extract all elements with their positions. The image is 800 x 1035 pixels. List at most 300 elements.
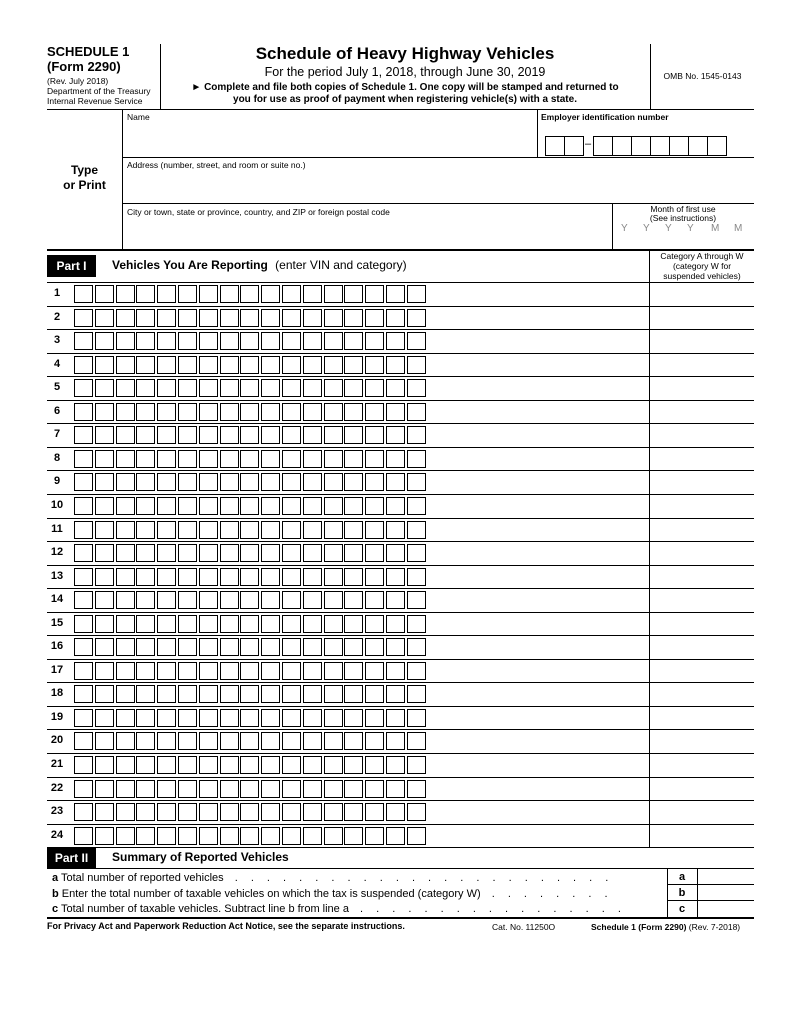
taxable-vehicles-input[interactable] <box>699 902 756 917</box>
ein-digit-box[interactable] <box>631 136 651 156</box>
vin-char-box[interactable] <box>344 827 363 845</box>
vin-char-box[interactable] <box>407 780 426 798</box>
vin-char-box[interactable] <box>282 403 301 421</box>
vin-char-box[interactable] <box>178 756 197 774</box>
category-field[interactable] <box>652 662 754 681</box>
vin-char-box[interactable] <box>116 544 135 562</box>
vin-char-box[interactable] <box>240 568 259 586</box>
vin-char-box[interactable] <box>282 544 301 562</box>
vin-char-box[interactable] <box>136 780 155 798</box>
vin-char-box[interactable] <box>386 497 405 515</box>
vin-char-box[interactable] <box>116 827 135 845</box>
vin-char-box[interactable] <box>240 309 259 327</box>
vin-char-box[interactable] <box>240 473 259 491</box>
vin-char-box[interactable] <box>157 450 176 468</box>
vin-char-box[interactable] <box>303 544 322 562</box>
vin-char-box[interactable] <box>407 332 426 350</box>
vin-char-box[interactable] <box>116 332 135 350</box>
ein-digit-box[interactable] <box>593 136 613 156</box>
vin-char-box[interactable] <box>324 780 343 798</box>
vin-char-box[interactable] <box>74 426 93 444</box>
vin-char-box[interactable] <box>199 591 218 609</box>
vin-char-box[interactable] <box>240 403 259 421</box>
vin-char-box[interactable] <box>282 662 301 680</box>
vin-char-box[interactable] <box>95 709 114 727</box>
vin-char-box[interactable] <box>240 780 259 798</box>
vin-char-box[interactable] <box>261 356 280 374</box>
vin-char-box[interactable] <box>157 285 176 303</box>
vin-char-box[interactable] <box>324 497 343 515</box>
vin-char-box[interactable] <box>407 473 426 491</box>
total-reported-vehicles-input[interactable] <box>699 870 756 885</box>
vin-char-box[interactable] <box>261 615 280 633</box>
vin-char-box[interactable] <box>220 521 239 539</box>
vin-char-box[interactable] <box>344 332 363 350</box>
vin-char-box[interactable] <box>365 426 384 444</box>
category-field[interactable] <box>652 780 754 799</box>
vin-char-box[interactable] <box>303 285 322 303</box>
vin-char-box[interactable] <box>95 732 114 750</box>
vin-char-box[interactable] <box>365 638 384 656</box>
vin-char-box[interactable] <box>303 521 322 539</box>
vin-char-box[interactable] <box>199 732 218 750</box>
vin-char-box[interactable] <box>220 403 239 421</box>
vin-char-box[interactable] <box>261 662 280 680</box>
vin-char-box[interactable] <box>344 426 363 444</box>
ein-digit-box[interactable] <box>612 136 632 156</box>
suspended-vehicles-input[interactable] <box>699 886 756 901</box>
vin-char-box[interactable] <box>261 450 280 468</box>
vin-char-box[interactable] <box>261 709 280 727</box>
vin-char-box[interactable] <box>407 285 426 303</box>
category-field[interactable] <box>652 732 754 751</box>
vin-char-box[interactable] <box>199 803 218 821</box>
vin-char-box[interactable] <box>178 332 197 350</box>
vin-char-box[interactable] <box>95 544 114 562</box>
vin-char-box[interactable] <box>386 756 405 774</box>
vin-char-box[interactable] <box>324 426 343 444</box>
vin-char-box[interactable] <box>386 732 405 750</box>
vin-char-box[interactable] <box>74 497 93 515</box>
vin-char-box[interactable] <box>282 591 301 609</box>
vin-char-box[interactable] <box>74 473 93 491</box>
category-field[interactable] <box>652 403 754 422</box>
vin-char-box[interactable] <box>324 709 343 727</box>
vin-char-box[interactable] <box>136 568 155 586</box>
vin-char-box[interactable] <box>407 732 426 750</box>
category-field[interactable] <box>652 685 754 704</box>
vin-char-box[interactable] <box>344 356 363 374</box>
vin-char-box[interactable] <box>74 709 93 727</box>
vin-char-box[interactable] <box>303 473 322 491</box>
vin-char-box[interactable] <box>303 591 322 609</box>
vin-char-box[interactable] <box>199 544 218 562</box>
vin-char-box[interactable] <box>157 732 176 750</box>
category-field[interactable] <box>652 356 754 375</box>
vin-char-box[interactable] <box>324 827 343 845</box>
vin-char-box[interactable] <box>178 638 197 656</box>
vin-char-box[interactable] <box>178 591 197 609</box>
vin-char-box[interactable] <box>365 615 384 633</box>
vin-char-box[interactable] <box>74 756 93 774</box>
vin-char-box[interactable] <box>303 403 322 421</box>
category-field[interactable] <box>652 638 754 657</box>
vin-char-box[interactable] <box>365 591 384 609</box>
vin-char-box[interactable] <box>178 568 197 586</box>
vin-char-box[interactable] <box>386 709 405 727</box>
vin-char-box[interactable] <box>136 615 155 633</box>
vin-char-box[interactable] <box>344 591 363 609</box>
vin-char-box[interactable] <box>220 544 239 562</box>
ein-digit-box[interactable] <box>707 136 727 156</box>
vin-char-box[interactable] <box>240 709 259 727</box>
vin-char-box[interactable] <box>116 732 135 750</box>
vin-char-box[interactable] <box>386 521 405 539</box>
vin-char-box[interactable] <box>261 803 280 821</box>
vin-char-box[interactable] <box>199 473 218 491</box>
vin-char-box[interactable] <box>74 544 93 562</box>
vin-char-box[interactable] <box>365 803 384 821</box>
vin-char-box[interactable] <box>199 309 218 327</box>
vin-char-box[interactable] <box>365 450 384 468</box>
address-field[interactable] <box>124 172 753 202</box>
vin-char-box[interactable] <box>136 309 155 327</box>
vin-char-box[interactable] <box>324 662 343 680</box>
vin-char-box[interactable] <box>220 568 239 586</box>
vin-char-box[interactable] <box>407 568 426 586</box>
vin-char-box[interactable] <box>178 309 197 327</box>
vin-char-box[interactable] <box>220 638 239 656</box>
ein-digit-box[interactable] <box>669 136 689 156</box>
vin-char-box[interactable] <box>282 332 301 350</box>
vin-char-box[interactable] <box>157 332 176 350</box>
vin-char-box[interactable] <box>74 591 93 609</box>
vin-char-box[interactable] <box>157 803 176 821</box>
vin-char-box[interactable] <box>324 473 343 491</box>
vin-char-box[interactable] <box>95 473 114 491</box>
vin-char-box[interactable] <box>407 803 426 821</box>
vin-char-box[interactable] <box>365 756 384 774</box>
vin-char-box[interactable] <box>74 521 93 539</box>
vin-char-box[interactable] <box>220 450 239 468</box>
vin-char-box[interactable] <box>95 450 114 468</box>
vin-char-box[interactable] <box>199 662 218 680</box>
category-field[interactable] <box>652 309 754 328</box>
vin-char-box[interactable] <box>303 685 322 703</box>
vin-char-box[interactable] <box>344 403 363 421</box>
vin-char-box[interactable] <box>365 497 384 515</box>
category-field[interactable] <box>652 568 754 587</box>
vin-char-box[interactable] <box>407 544 426 562</box>
category-field[interactable] <box>652 285 754 304</box>
vin-char-box[interactable] <box>220 756 239 774</box>
vin-char-box[interactable] <box>136 497 155 515</box>
vin-char-box[interactable] <box>74 803 93 821</box>
vin-char-box[interactable] <box>365 356 384 374</box>
vin-char-box[interactable] <box>261 685 280 703</box>
vin-char-box[interactable] <box>344 732 363 750</box>
vin-char-box[interactable] <box>344 473 363 491</box>
vin-char-box[interactable] <box>261 591 280 609</box>
vin-char-box[interactable] <box>386 356 405 374</box>
vin-char-box[interactable] <box>365 332 384 350</box>
vin-char-box[interactable] <box>157 309 176 327</box>
vin-char-box[interactable] <box>282 615 301 633</box>
vin-char-box[interactable] <box>303 756 322 774</box>
vin-char-box[interactable] <box>199 521 218 539</box>
vin-char-box[interactable] <box>157 521 176 539</box>
vin-char-box[interactable] <box>74 827 93 845</box>
vin-char-box[interactable] <box>407 403 426 421</box>
vin-char-box[interactable] <box>116 780 135 798</box>
category-field[interactable] <box>652 521 754 540</box>
vin-char-box[interactable] <box>74 450 93 468</box>
vin-char-box[interactable] <box>282 497 301 515</box>
vin-char-box[interactable] <box>136 450 155 468</box>
vin-char-box[interactable] <box>199 827 218 845</box>
vin-char-box[interactable] <box>199 379 218 397</box>
vin-char-box[interactable] <box>95 521 114 539</box>
vin-char-box[interactable] <box>386 544 405 562</box>
vin-char-box[interactable] <box>282 568 301 586</box>
ein-digit-box[interactable] <box>688 136 708 156</box>
vin-char-box[interactable] <box>386 450 405 468</box>
vin-char-box[interactable] <box>344 685 363 703</box>
vin-char-box[interactable] <box>220 309 239 327</box>
vin-char-box[interactable] <box>95 285 114 303</box>
category-field[interactable] <box>652 615 754 634</box>
vin-char-box[interactable] <box>324 591 343 609</box>
vin-char-box[interactable] <box>95 591 114 609</box>
vin-char-box[interactable] <box>303 309 322 327</box>
vin-char-box[interactable] <box>199 709 218 727</box>
vin-char-box[interactable] <box>74 568 93 586</box>
name-field[interactable] <box>124 124 538 156</box>
vin-char-box[interactable] <box>95 827 114 845</box>
vin-char-box[interactable] <box>261 756 280 774</box>
vin-char-box[interactable] <box>386 591 405 609</box>
vin-char-box[interactable] <box>282 285 301 303</box>
vin-char-box[interactable] <box>407 709 426 727</box>
vin-char-box[interactable] <box>116 497 135 515</box>
vin-char-box[interactable] <box>199 780 218 798</box>
vin-char-box[interactable] <box>220 356 239 374</box>
vin-char-box[interactable] <box>240 803 259 821</box>
vin-char-box[interactable] <box>344 803 363 821</box>
vin-char-box[interactable] <box>261 638 280 656</box>
vin-char-box[interactable] <box>220 732 239 750</box>
vin-char-box[interactable] <box>178 615 197 633</box>
vin-char-box[interactable] <box>344 709 363 727</box>
vin-char-box[interactable] <box>74 403 93 421</box>
vin-char-box[interactable] <box>95 356 114 374</box>
vin-char-box[interactable] <box>261 780 280 798</box>
vin-char-box[interactable] <box>95 615 114 633</box>
vin-char-box[interactable] <box>74 732 93 750</box>
vin-char-box[interactable] <box>324 685 343 703</box>
category-field[interactable] <box>652 497 754 516</box>
vin-char-box[interactable] <box>157 615 176 633</box>
vin-char-box[interactable] <box>282 309 301 327</box>
vin-char-box[interactable] <box>303 426 322 444</box>
vin-char-box[interactable] <box>344 615 363 633</box>
vin-char-box[interactable] <box>157 568 176 586</box>
category-field[interactable] <box>652 379 754 398</box>
vin-char-box[interactable] <box>365 780 384 798</box>
vin-char-box[interactable] <box>199 497 218 515</box>
vin-char-box[interactable] <box>220 709 239 727</box>
vin-char-box[interactable] <box>303 732 322 750</box>
vin-char-box[interactable] <box>95 638 114 656</box>
vin-char-box[interactable] <box>365 521 384 539</box>
vin-char-box[interactable] <box>240 756 259 774</box>
vin-char-box[interactable] <box>199 638 218 656</box>
vin-char-box[interactable] <box>240 685 259 703</box>
vin-char-box[interactable] <box>157 591 176 609</box>
vin-char-box[interactable] <box>324 544 343 562</box>
vin-char-box[interactable] <box>365 732 384 750</box>
vin-char-box[interactable] <box>261 426 280 444</box>
vin-char-box[interactable] <box>324 521 343 539</box>
vin-char-box[interactable] <box>282 356 301 374</box>
vin-char-box[interactable] <box>261 568 280 586</box>
vin-char-box[interactable] <box>344 638 363 656</box>
vin-char-box[interactable] <box>303 332 322 350</box>
vin-char-box[interactable] <box>95 332 114 350</box>
vin-char-box[interactable] <box>261 332 280 350</box>
vin-char-box[interactable] <box>74 662 93 680</box>
vin-char-box[interactable] <box>365 285 384 303</box>
vin-char-box[interactable] <box>386 426 405 444</box>
vin-char-box[interactable] <box>261 544 280 562</box>
vin-char-box[interactable] <box>324 803 343 821</box>
vin-char-box[interactable] <box>178 732 197 750</box>
vin-char-box[interactable] <box>303 709 322 727</box>
vin-char-box[interactable] <box>157 497 176 515</box>
vin-char-box[interactable] <box>407 591 426 609</box>
vin-char-box[interactable] <box>386 309 405 327</box>
vin-char-box[interactable] <box>344 756 363 774</box>
vin-char-box[interactable] <box>407 379 426 397</box>
vin-char-box[interactable] <box>95 756 114 774</box>
vin-char-box[interactable] <box>74 615 93 633</box>
vin-char-box[interactable] <box>365 568 384 586</box>
vin-char-box[interactable] <box>303 803 322 821</box>
vin-char-box[interactable] <box>199 450 218 468</box>
vin-char-box[interactable] <box>240 638 259 656</box>
vin-char-box[interactable] <box>95 426 114 444</box>
vin-char-box[interactable] <box>136 521 155 539</box>
vin-char-box[interactable] <box>220 332 239 350</box>
vin-char-box[interactable] <box>240 332 259 350</box>
vin-char-box[interactable] <box>344 544 363 562</box>
vin-char-box[interactable] <box>365 309 384 327</box>
vin-char-box[interactable] <box>74 356 93 374</box>
category-field[interactable] <box>652 426 754 445</box>
vin-char-box[interactable] <box>220 379 239 397</box>
vin-char-box[interactable] <box>344 497 363 515</box>
vin-char-box[interactable] <box>386 615 405 633</box>
vin-char-box[interactable] <box>199 332 218 350</box>
vin-char-box[interactable] <box>344 521 363 539</box>
vin-char-box[interactable] <box>199 285 218 303</box>
vin-char-box[interactable] <box>344 309 363 327</box>
vin-char-box[interactable] <box>157 780 176 798</box>
vin-char-box[interactable] <box>178 403 197 421</box>
vin-char-box[interactable] <box>261 732 280 750</box>
vin-char-box[interactable] <box>178 426 197 444</box>
vin-char-box[interactable] <box>282 780 301 798</box>
vin-char-box[interactable] <box>116 309 135 327</box>
vin-char-box[interactable] <box>365 709 384 727</box>
vin-char-box[interactable] <box>407 521 426 539</box>
vin-char-box[interactable] <box>365 685 384 703</box>
vin-char-box[interactable] <box>178 544 197 562</box>
vin-char-box[interactable] <box>74 780 93 798</box>
vin-char-box[interactable] <box>220 473 239 491</box>
vin-char-box[interactable] <box>386 780 405 798</box>
vin-char-box[interactable] <box>220 662 239 680</box>
vin-char-box[interactable] <box>324 638 343 656</box>
vin-char-box[interactable] <box>178 662 197 680</box>
vin-char-box[interactable] <box>74 638 93 656</box>
vin-char-box[interactable] <box>261 497 280 515</box>
vin-char-box[interactable] <box>116 662 135 680</box>
vin-char-box[interactable] <box>178 473 197 491</box>
vin-char-box[interactable] <box>261 379 280 397</box>
vin-char-box[interactable] <box>178 827 197 845</box>
vin-char-box[interactable] <box>386 685 405 703</box>
vin-char-box[interactable] <box>386 803 405 821</box>
vin-char-box[interactable] <box>261 403 280 421</box>
vin-char-box[interactable] <box>240 827 259 845</box>
vin-char-box[interactable] <box>95 662 114 680</box>
vin-char-box[interactable] <box>240 450 259 468</box>
vin-char-box[interactable] <box>136 473 155 491</box>
vin-char-box[interactable] <box>178 685 197 703</box>
vin-char-box[interactable] <box>116 568 135 586</box>
vin-char-box[interactable] <box>199 568 218 586</box>
vin-char-box[interactable] <box>407 685 426 703</box>
vin-char-box[interactable] <box>261 521 280 539</box>
vin-char-box[interactable] <box>136 803 155 821</box>
vin-char-box[interactable] <box>407 426 426 444</box>
vin-char-box[interactable] <box>303 568 322 586</box>
vin-char-box[interactable] <box>74 285 93 303</box>
vin-char-box[interactable] <box>157 709 176 727</box>
vin-char-box[interactable] <box>282 827 301 845</box>
vin-char-box[interactable] <box>95 379 114 397</box>
vin-char-box[interactable] <box>136 591 155 609</box>
vin-char-box[interactable] <box>303 827 322 845</box>
vin-char-box[interactable] <box>116 521 135 539</box>
vin-char-box[interactable] <box>240 662 259 680</box>
vin-char-box[interactable] <box>240 379 259 397</box>
vin-char-box[interactable] <box>303 497 322 515</box>
category-field[interactable] <box>652 803 754 822</box>
vin-char-box[interactable] <box>116 379 135 397</box>
vin-char-box[interactable] <box>178 780 197 798</box>
vin-char-box[interactable] <box>240 521 259 539</box>
vin-char-box[interactable] <box>407 309 426 327</box>
vin-char-box[interactable] <box>199 756 218 774</box>
category-field[interactable] <box>652 756 754 775</box>
vin-char-box[interactable] <box>386 827 405 845</box>
vin-char-box[interactable] <box>95 780 114 798</box>
vin-char-box[interactable] <box>157 426 176 444</box>
vin-char-box[interactable] <box>386 379 405 397</box>
vin-char-box[interactable] <box>386 285 405 303</box>
